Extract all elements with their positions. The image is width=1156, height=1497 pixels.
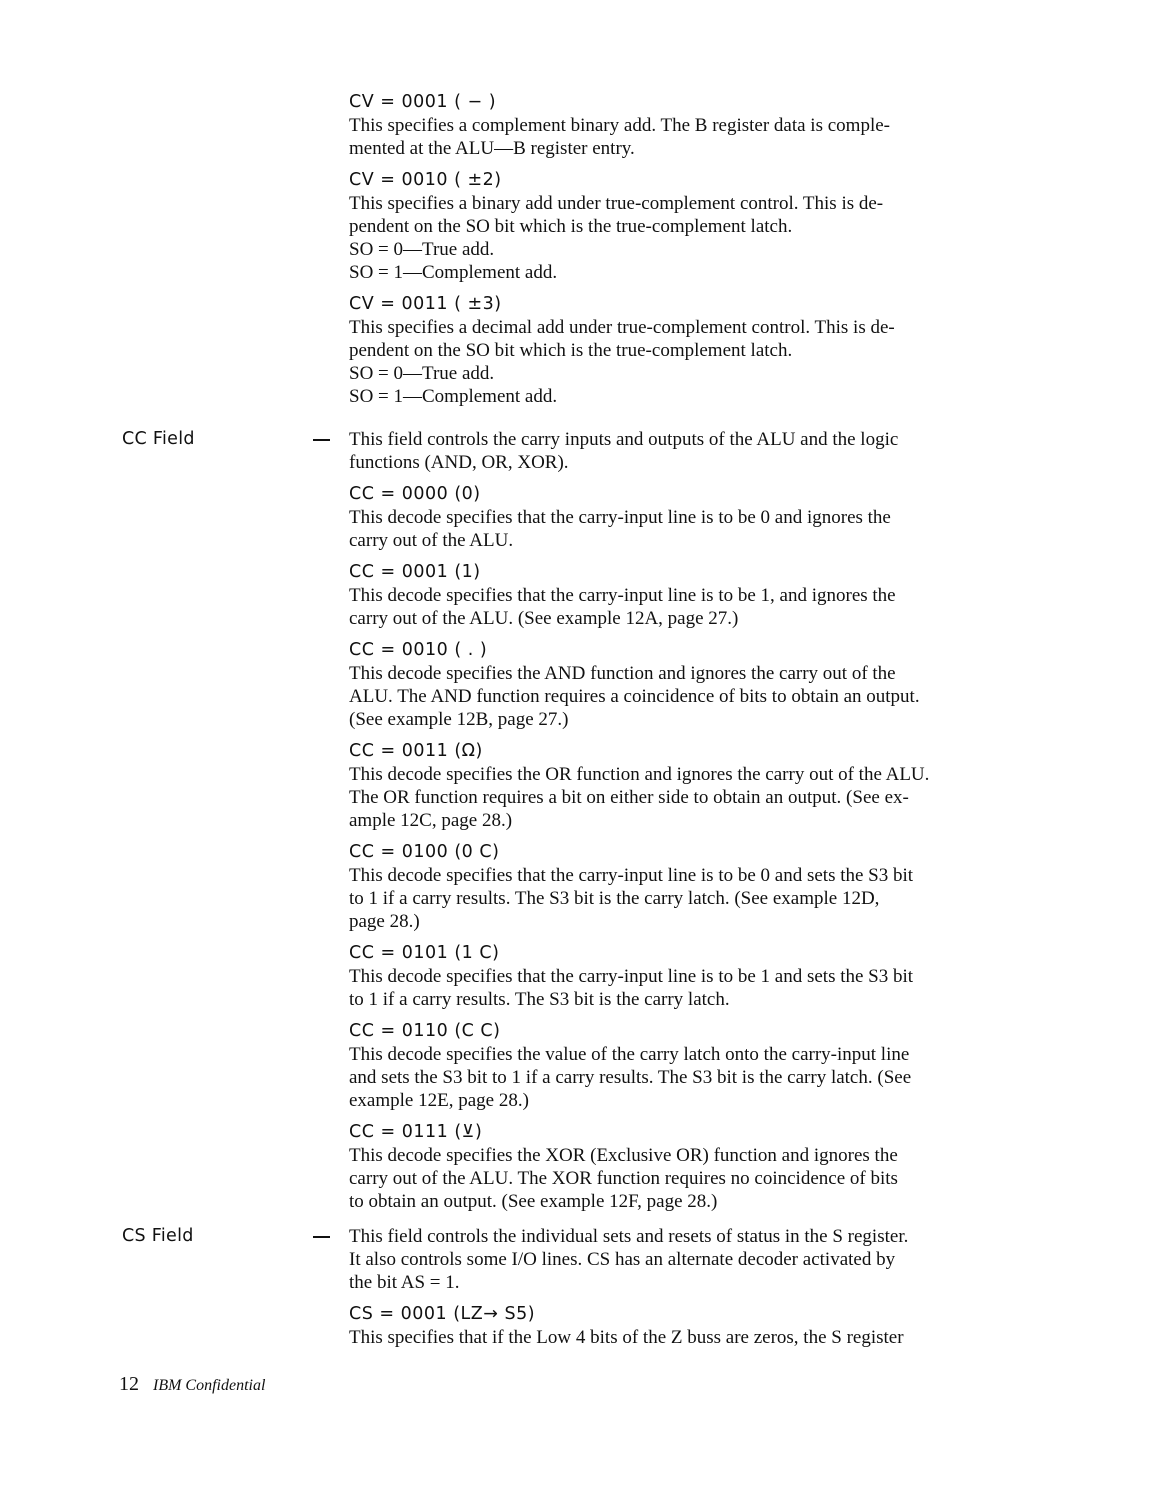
decode-desc: This specifies a decimal add under true-complement control. This is de- (349, 317, 895, 338)
decode-desc: This specifies a binary add under true-complement control. This is de- (349, 193, 884, 214)
decode-desc: pendent on the SO bit which is the true-complement latch. (349, 216, 793, 237)
decode-desc: page 28.) (349, 911, 420, 932)
decode-desc: This specifies a complement binary add. The B register data is comple- (349, 115, 890, 136)
decode-desc: SO = 0—True add. (349, 363, 495, 384)
field-intro: functions (AND, OR, XOR). (349, 452, 569, 473)
decode-desc: SO = 1—Complement add. (349, 262, 558, 283)
decode-desc: carry out of the ALU. (349, 530, 514, 551)
decode-desc: example 12E, page 28.) (349, 1090, 529, 1111)
decode-code: CC = 0110 (C C) (349, 1021, 501, 1041)
decode-desc: SO = 1—Complement add. (349, 386, 558, 407)
decode-desc: mented at the ALU—B register entry. (349, 138, 635, 159)
confidential-mark: IBM Confidential (153, 1377, 266, 1394)
cs-field-label: CS Field (122, 1226, 194, 1246)
decode-code: CV = 0011 ( ±3) (349, 294, 502, 314)
decode-desc: ample 12C, page 28.) (349, 810, 513, 831)
decode-desc: to 1 if a carry results. The S3 bit is the carry latch. (349, 989, 730, 1010)
decode-desc: This decode specifies that the carry-input line is to be 0 and ignores the (349, 507, 891, 528)
decode-desc: carry out of the ALU. The XOR function requires no coincidence of bits (349, 1168, 898, 1189)
cc-field-label: CC Field (122, 429, 195, 449)
cc-field-dash (313, 439, 330, 441)
field-intro: It also controls some I/O lines. CS has an alternate decoder activated by (349, 1249, 896, 1270)
decode-desc: carry out of the ALU. (See example 12A, page 27.) (349, 608, 739, 629)
decode-desc: This decode specifies the XOR (Exclusive OR) function and ignores the (349, 1145, 898, 1166)
decode-desc: This decode specifies the AND function and ignores the carry out of the (349, 663, 896, 684)
decode-code: CC = 0001 (1) (349, 562, 481, 582)
decode-desc: This decode specifies that the carry-input line is to be 0 and sets the S3 bit (349, 865, 914, 886)
field-intro: the bit AS = 1. (349, 1272, 460, 1293)
decode-code: CV = 0001 ( − ) (349, 92, 497, 112)
cv-block (349, 91, 1031, 408)
field-intro: This field controls the carry inputs and outputs of the ALU and the logic (349, 429, 899, 450)
cs-field-block (349, 1225, 1031, 1349)
decode-code: CC = 0111 (⊻) (349, 1122, 483, 1142)
decode-code: CV = 0010 ( ±2) (349, 170, 502, 190)
decode-code: CC = 0011 (Ω) (349, 741, 483, 761)
decode-code: CC = 0010 ( . ) (349, 640, 488, 660)
decode-desc: SO = 0—True add. (349, 239, 495, 260)
cs-field-dash (313, 1236, 330, 1238)
decode-desc: This decode specifies the value of the carry latch onto the carry-input line (349, 1044, 910, 1065)
decode-desc: This specifies that if the Low 4 bits of the Z buss are zeros, the S register (349, 1327, 904, 1348)
field-intro: This field controls the individual sets and resets of status in the S register. (349, 1226, 909, 1247)
cc-field-block (349, 428, 1031, 1213)
decode-desc: to obtain an output. (See example 12F, page 28.) (349, 1191, 718, 1212)
decode-desc: ALU. The AND function requires a coincidence of bits to obtain an output. (349, 686, 920, 707)
decode-desc: to 1 if a carry results. The S3 bit is the carry latch. (See example 12D, (349, 888, 880, 909)
decode-code: CC = 0000 (0) (349, 484, 481, 504)
decode-desc: (See example 12B, page 27.) (349, 709, 569, 730)
decode-desc: and sets the S3 bit to 1 if a carry results. The S3 bit is the carry latch. (See (349, 1067, 912, 1088)
decode-code: CC = 0101 (1 C) (349, 943, 500, 963)
decode-desc: pendent on the SO bit which is the true-complement latch. (349, 340, 793, 361)
decode-desc: This decode specifies that the carry-input line is to be 1 and sets the S3 bit (349, 966, 914, 987)
decode-desc: The OR function requires a bit on either side to obtain an output. (See ex- (349, 787, 909, 808)
page-footer (119, 1372, 265, 1398)
decode-code: CC = 0100 (0 C) (349, 842, 500, 862)
decode-desc: This decode specifies that the carry-input line is to be 1, and ignores the (349, 585, 896, 606)
page-number: 12 (119, 1373, 139, 1395)
decode-code: CS = 0001 (LZ→ S5) (349, 1304, 536, 1324)
decode-desc: This decode specifies the OR function and ignores the carry out of the ALU. (349, 764, 930, 785)
